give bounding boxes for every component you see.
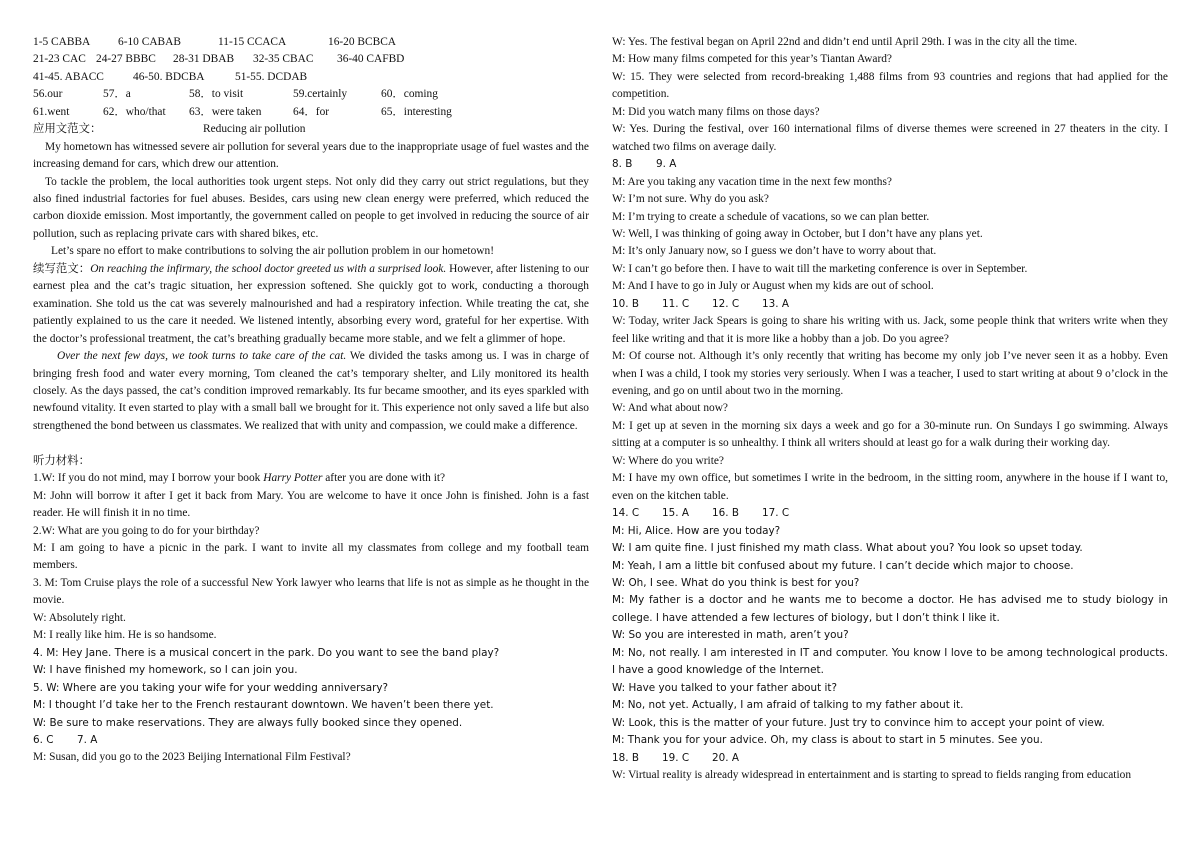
answer-cell: 58．to visit [189, 88, 244, 101]
answer-cell: 46-50. BDCBA [133, 70, 205, 83]
answer-cell: 63．were taken [189, 105, 262, 118]
answer-row-1 [33, 34, 589, 51]
dialogue-line: M: I have my own office, but sometimes I write in the bedroom, in the sitting room, anywhere in the house if I want to, even on the kitchen table. [612, 472, 1168, 502]
answer-row-3 [33, 69, 589, 86]
dialogue-line: M: I get up at seven in the morning six days a week and go for a 30-minute run. On Sundays I go swimming. Always sitting at a computer is so unhealthy. I think all writers should at least go for a walk during their working day. [612, 419, 1168, 450]
dialogue-line: M: John will borrow it after I get it back from Mary. You are welcome to have it once John is finished. John is a fast reader. He will finish it in no time. [33, 489, 589, 520]
book-title: Harry Potter [263, 472, 323, 485]
essay-paragraph: To tackle the problem, the local authorities took urgent steps. Not only did they carry out strict regulations, but they also fined industrial factories for fuel abuses. Besides, cars using new clean energy were preferred, which reduced the carbon dioxide emission. Most importantly, the government called on people to get involved in reducing the source of air pollution, such as replacing private cars with shared bikes, etc. [33, 175, 589, 240]
dialogue-line: M: How many films competed for this year’s Tiantan Award? [612, 53, 892, 66]
answer-cell: 57．a [103, 88, 131, 101]
answer-cell: 7. A [77, 734, 98, 746]
answer-row [33, 732, 589, 749]
dialogue-line: M: I am going to have a picnic in the park. I want to invite all my classmates from college and my football team members. [33, 542, 589, 572]
answer-cell: 6-10 CABAB [118, 36, 181, 48]
answer-cell: 19. C [662, 751, 690, 764]
continuation-lead: Over the next few days, we took turns to take care of the cat. [57, 350, 347, 363]
answer-cell: 65．interesting [381, 105, 452, 118]
answer-cell: 14. C [612, 507, 640, 520]
right-column [612, 34, 1168, 784]
continuation-text: However, after listening to our earnest plea and the cat’s tragic situation, her expression softened. She quickly got to work, conducting a thorough examination. She told us the cat was severely malnourished and had a respiratory infection. While treating the cat, she patiently explained to us the care it needed. We listened intently, absorbing every word, grateful for her expertise. With the doctor’s professional treatment, the cat’s breathing gradually became more stable, and we felt a glimmer of hope. [33, 262, 589, 345]
dialogue-line: W: I have finished my homework, so I can join you. [33, 664, 298, 677]
answer-cell: 10. B [612, 297, 639, 310]
essay-paragraph: Let’s spare no effort to make contributions to solving the air pollution problem in our hometown! [51, 245, 494, 258]
section-label: 听力材料： [33, 454, 90, 467]
dialogue-text: after you are done with it? [322, 472, 446, 485]
answer-cell: 62．who/that [103, 105, 166, 118]
continuation-text: We divided the tasks among us. I was in charge of bringing fresh food and water every morning, Tom cleaned the cat’s temporary shelter, and Lily monitored its health closely. As the days passed, the cat’s condition improved remarkably. Its fur became smoother, and its eyes sparkled with newfound vitality. It even started to play with a small ball we brought for it. This experience not only saved a life but also strengthened the bond between us classmates. We realized that with unity and compassion, we could make a difference. [33, 350, 589, 432]
dialogue-line: W: And what about now? [612, 402, 728, 415]
answer-cell: 6. C [33, 734, 54, 746]
dialogue-text: 1.W: If you do not mind, may I borrow your book [33, 472, 264, 485]
answer-cell: 28-31 DBAB [173, 53, 235, 66]
answer-cell: 59.certainly [293, 88, 348, 101]
answer-row-2 [33, 51, 589, 68]
answer-cell: 41-45. ABACC [33, 70, 104, 83]
dialogue-line: M: Thank you for your advice. Oh, my class is about to start in 5 minutes. See you. [612, 734, 1043, 747]
answer-cell: 21-23 CAC [33, 53, 86, 66]
dialogue-line: W: Where do you write? [612, 454, 724, 467]
dialogue-line: W: Have you talked to your father about it? [612, 681, 837, 694]
answer-row [612, 505, 1168, 522]
dialogue-line: W: Oh, I see. What do you think is best for you? [612, 577, 860, 589]
dialogue-line: M: Did you watch many films on those days? [612, 105, 820, 118]
answer-cell: 56.our [33, 88, 63, 101]
dialogue-line: M: It’s only January now, so I guess we don’t have to worry about that. [612, 245, 937, 258]
left-column [33, 34, 589, 767]
answer-row [612, 750, 1168, 767]
dialogue-line: 2.W: What are you going to do for your birthday? [33, 524, 260, 537]
answer-row-4 [33, 86, 589, 103]
dialogue-line: W: Yes. The festival began on April 22nd and didn’t end until April 29th. I was in the city all the time. [612, 36, 1078, 48]
dialogue-line: W: Absolutely right. [33, 611, 126, 624]
dialogue-line: 3. M: Tom Cruise plays the role of a successful New York lawyer who learns that life is not as simple as he thought in the movie. [33, 576, 589, 607]
continuation-lead: On reaching the infirmary, the school doctor greeted us with a surprised look. [90, 262, 447, 275]
dialogue-line: 5. W: Where are you taking your wife for your wedding anniversary? [33, 681, 389, 694]
answer-cell: 36-40 CAFBD [337, 53, 405, 66]
answer-cell: 64．for [293, 105, 330, 118]
answer-cell: 16. B [712, 507, 739, 520]
section-label: 应用文范文： [33, 123, 102, 136]
dialogue-line: M: I thought I’d take her to the French restaurant downtown. We haven’t been there yet. [33, 699, 494, 712]
dialogue-line: W: Yes. During the festival, over 160 international films of diverse themes were screened in 27 theaters in the city. I watched two films on average daily. [612, 123, 1168, 153]
dialogue-line: W: Virtual reality is already widespread in entertainment and is starting to spread to fields ranging from education [612, 768, 1132, 781]
essay-paragraph: My hometown has witnessed severe air pollution for several years due to the inappropriate usage of fuel wastes and the increasing demand for cars, which drew our attention. [33, 140, 589, 171]
dialogue-line: M: Yeah, I am a little bit confused about my future. I can’t decide which major to choose. [612, 559, 1074, 572]
dialogue-line: W: I’m not sure. Why do you ask? [612, 193, 769, 206]
section-label: 续写范文： [33, 262, 91, 275]
dialogue-line: W: I am quite fine. I just finished my math class. What about you? You look so upset today. [612, 542, 1083, 555]
answer-cell: 11. C [662, 297, 690, 310]
continuation-paragraph [33, 261, 589, 348]
dialogue-line: W: Well, I was thinking of going away in October, but I don’t have any plans yet. [612, 227, 983, 240]
dialogue-line: M: My father is a doctor and he wants me to become a doctor. He has advised me to study biology in college. I have attended a few lectures of biology, but I don’t think I like it. [612, 594, 1168, 624]
answer-cell: 16-20 BCBCA [328, 36, 397, 48]
dialogue-line: M: Susan, did you go to the 2023 Beijing International Film Festival? [33, 751, 351, 764]
answer-cell: 12. C [712, 297, 740, 310]
dialogue-line: M: I really like him. He is so handsome. [33, 629, 217, 642]
essay-heading [33, 121, 589, 138]
answer-cell: 61.went [33, 105, 70, 118]
dialogue-line: M: No, not yet. Actually, I am afraid of talking to my father about it. [612, 699, 964, 712]
answer-cell: 18. B [612, 751, 639, 764]
dialogue-line: W: I can’t go before then. I have to wait till the marketing conference is over in September. [612, 262, 1028, 275]
dialogue-line: M: Of course not. Although it’s only recently that writing has become my only job I’ve never seen it as a hobby. Even when I was a child, I took my stories very seriously. When I was a teacher, I used to start writing at about 9 o’clock in the evening, and go on until about two in the morning. [612, 350, 1168, 398]
answer-cell: 20. A [712, 751, 739, 764]
essay-title: Reducing air pollution [203, 123, 306, 136]
answer-cell: 8. B [612, 158, 633, 171]
dialogue-line: W: 15. They were selected from record-breaking 1,488 films from 93 countries and regions that had applied for the competition. [612, 70, 1168, 101]
dialogue-line: W: So you are interested in math, aren’t you? [612, 629, 849, 642]
dialogue-line: W: Be sure to make reservations. They are always fully booked since they opened. [33, 716, 463, 729]
answer-row [612, 296, 1168, 313]
answer-cell: 1-5 CABBA [33, 36, 91, 48]
answer-row [612, 156, 1168, 173]
answer-cell: 17. C [762, 507, 790, 520]
answer-cell: 32-35 CBAC [253, 53, 314, 66]
dialogue-line: M: Hi, Alice. How are you today? [612, 524, 781, 537]
answer-cell: 60．coming [381, 88, 438, 101]
answer-row-5 [33, 104, 589, 121]
answer-cell: 15. A [662, 507, 689, 520]
dialogue-line: W: Today, writer Jack Spears is going to share his writing with us. Jack, some people think that writers write when they feel like writing and that it is more like a hobby than a job. Do you agree? [612, 315, 1168, 345]
dialogue-line: W: Look, this is the matter of your future. Just try to convince him to accept your point of view. [612, 716, 1105, 729]
dialogue-line: M: No, not really. I am interested in IT and computer. You know I love to be among technological products. I have a good knowledge of the Internet. [612, 646, 1168, 677]
dialogue-line: M: Are you taking any vacation time in the next few months? [612, 175, 892, 188]
dialogue-line: 4. M: Hey Jane. There is a musical concert in the park. Do you want to see the band play? [33, 646, 500, 659]
dialogue-line: M: I’m trying to create a schedule of vacations, so we can plan better. [612, 210, 930, 223]
answer-cell: 51-55. DCDAB [235, 70, 308, 83]
answer-cell: 13. A [762, 297, 789, 310]
answer-cell: 11-15 CCACA [218, 36, 287, 48]
answer-cell: 24-27 BBBC [96, 53, 156, 66]
continuation-paragraph [33, 348, 589, 435]
dialogue-line [33, 470, 589, 487]
dialogue-line: M: And I have to go in July or August when my kids are out of school. [612, 280, 934, 293]
answer-cell: 9. A [656, 158, 677, 171]
